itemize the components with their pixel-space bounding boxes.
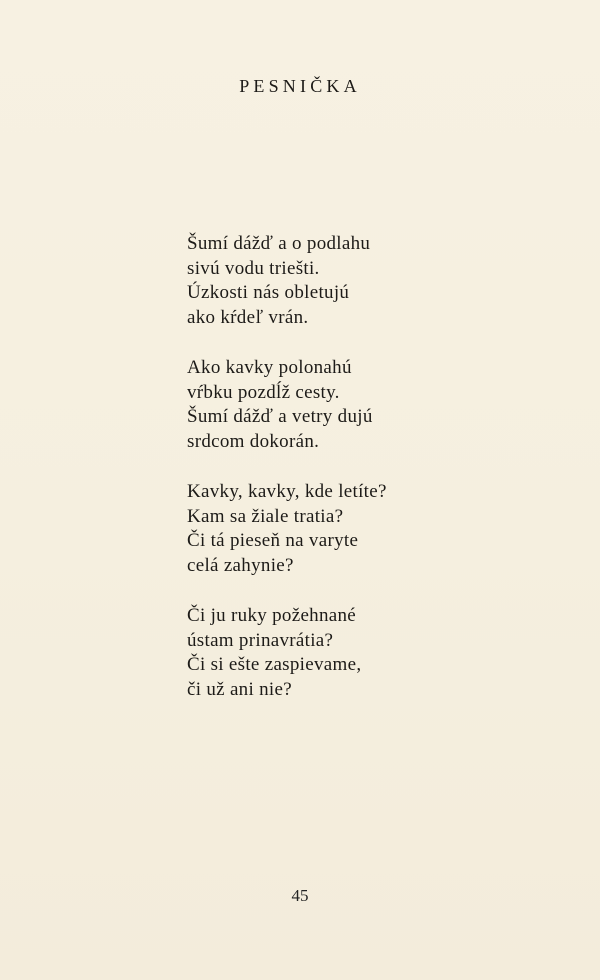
poem-line: Či si ešte zaspievame,	[187, 654, 362, 675]
poem-line: celá zahynie?	[187, 554, 294, 576]
stanza-3	[187, 480, 507, 578]
poem-line: ústam prinavrátia?	[187, 629, 334, 651]
stanza-4	[187, 604, 507, 702]
stanza-1	[187, 232, 507, 330]
poem-line: či už ani nie?	[187, 678, 292, 700]
poem-line: Kam sa žiale tratia?	[187, 505, 344, 527]
poem-line: ako kŕdeľ vrán.	[187, 306, 309, 328]
poem-line: srdcom dokorán.	[187, 430, 320, 452]
poem-line: Šumí dážď a o podlahu	[187, 233, 371, 254]
poem-line: sivú vodu triešti.	[187, 257, 320, 279]
poem-line: Či tá pieseň na varyte	[187, 530, 359, 551]
stanza-2	[187, 356, 507, 454]
poem-title: PESNIČKA	[239, 76, 361, 96]
poem-line: Ako kavky polonahú	[187, 357, 352, 378]
poem-line: Úzkosti nás obletujú	[187, 282, 350, 303]
page-number: 45	[291, 886, 309, 905]
poem-line: Či ju ruky požehnané	[187, 605, 357, 626]
poem-line: vŕbku pozdĺž cesty.	[187, 381, 340, 403]
poem-line: Šumí dážď a vetry dujú	[187, 406, 373, 427]
poem-line: Kavky, kavky, kde letíte?	[187, 481, 387, 502]
poem-body	[187, 232, 507, 728]
